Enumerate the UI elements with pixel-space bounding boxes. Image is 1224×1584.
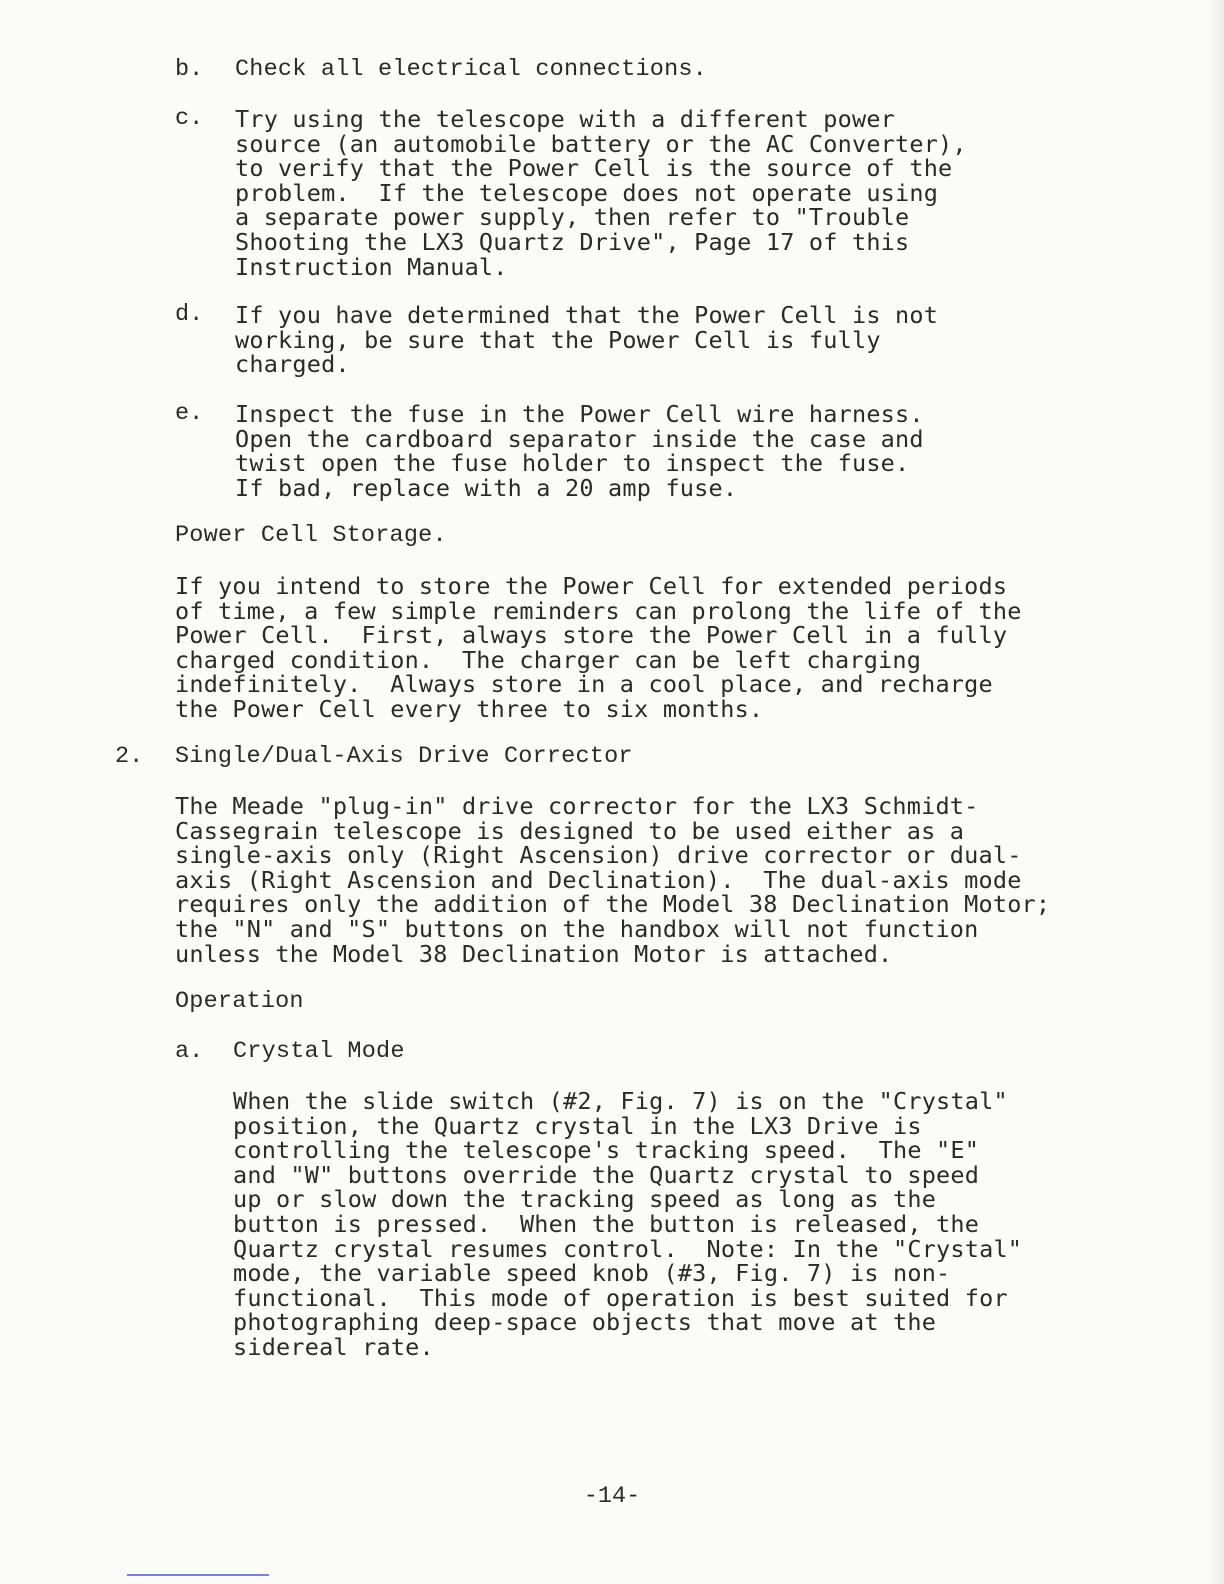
operation-heading: Operation — [175, 988, 304, 1015]
crystal-mode-paragraph: When the slide switch (#2, Fig. 7) is on the "Crystal" position, the Quartz crystal in the LX3 Drive is controlling the telescope's tracking speed. The "E" and "W" buttons override the Quartz crystal to speed up or slow down the tracking speed as long as the button is pressed. When the button is released, the Quartz crystal resumes control. Note: In the "Crystal" mode, the variable speed knob (#3, Fig. 7) is non- functional. This mode of operation is best suited for photographing deep-space objects that move at the sidereal rate. — [233, 1087, 1023, 1361]
section-heading: Single/Dual-Axis Drive Corrector — [175, 743, 633, 770]
item-e-text: Inspect the fuse in the Power Cell wire harness. Open the cardboard separator inside the case and twist open the fuse holder to inspect the fuse. If bad, replace with a 20 amp fuse. — [235, 400, 924, 502]
list-marker-c: c. — [175, 105, 204, 132]
list-marker-b: b. — [175, 56, 204, 83]
storage-heading: Power Cell Storage. — [175, 522, 447, 549]
list-marker-e: e. — [175, 400, 204, 427]
item-b-text: Check all electrical connections. — [235, 56, 707, 83]
page-number: -14- — [583, 1483, 641, 1510]
crystal-mode-heading: Crystal Mode — [233, 1038, 405, 1065]
page-edge-shadow — [1206, 0, 1224, 1584]
item-c-text: Try using the telescope with a different power source (an automobile battery or the AC Converter), to verify that the Power Cell is the source of the problem. If the telescope does not operate using a separate power supply, then refer to "Trouble Shooting the LX3 Quartz Drive", Page 17 of this Instruction Manual. — [235, 105, 967, 281]
section-paragraph: The Meade "plug-in" drive corrector for the LX3 Schmidt- Cassegrain telescope is designed to be used either as a single-axis only (Right Ascension) drive corrector or dual- axis (Right Ascension and Declination). The dual-axis mode requires only the addition of the Model 38 Declination Motor; the "N" and "S" buttons on the handbox will not function unless the Model 38 Declination Motor is attached. — [175, 792, 1051, 968]
storage-paragraph: If you intend to store the Power Cell for extended periods of time, a few simple reminders can prolong the life of the Power Cell. First, always store the Power Cell in a fully charged condition. The charger can be left charging indefinitely. Always store in a cool place, and recharge the Power Cell every three to six months. — [175, 572, 1022, 723]
scan-artifact-line — [127, 1574, 269, 1576]
section-number: 2. — [115, 743, 144, 770]
list-marker-a: a. — [175, 1038, 204, 1065]
item-d-text: If you have determined that the Power Cell is not working, be sure that the Power Cell is fully charged. — [235, 301, 939, 379]
list-marker-d: d. — [175, 301, 204, 328]
